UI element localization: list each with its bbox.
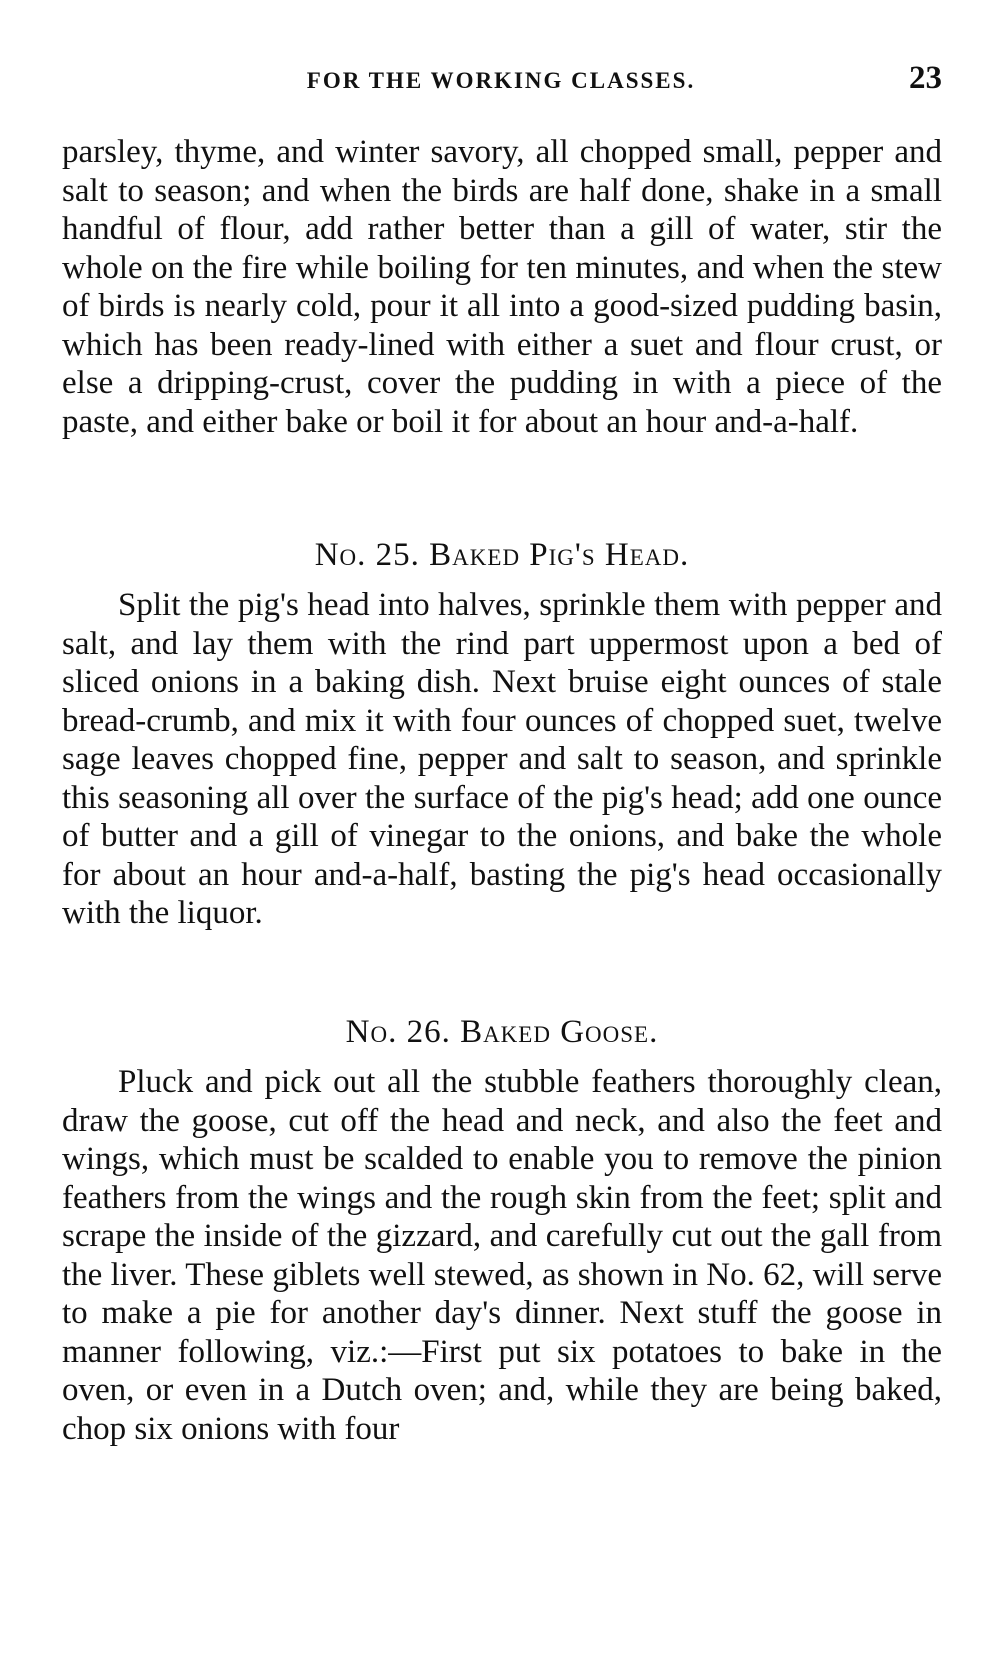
recipe-25-body xyxy=(62,586,942,933)
recipe-26-heading: No. 26. Baked Goose. xyxy=(345,1014,659,1050)
running-head: FOR THE WORKING CLASSES. xyxy=(306,68,696,93)
paragraph-text: Split the pig's head into halves, sprinkle them with pepper and salt, and lay them with the rind part uppermost upon a bed of sliced onions in a baking dish. Next bruise eight ounces of stale bread-crumb, and mix it with four ounces of chopped suet, twelve sage leaves chopped fine, pepper and salt to season, and sprinkle this seasoning all over the surface of the pig's head; add one ounce of butter and a gill of vinegar to the onions, and bake the whole for about an hour and-a-half, basting the pig's head occasionally with the liquor. xyxy=(62,587,942,931)
continued-paragraph xyxy=(62,133,942,441)
recipe-25-heading: No. 25. Baked Pig's Head. xyxy=(314,537,690,573)
paragraph-text: parsley, thyme, and winter savory, all chopped small, pepper and salt to season; and when the birds are half done, shake in a small handful of flour, add rather better than a gill of water, stir the whole on the fire while boiling for ten minutes, and when the stew of birds is nearly cold, pour it all into a good-sized pudding basin, which has been ready-lined with either a suet and flour crust, or else a dripping-crust, cover the pudding in with a piece of the paste, and either bake or boil it for about an hour and-a-half. xyxy=(62,134,942,440)
paragraph-text: Pluck and pick out all the stubble feathers thoroughly clean, draw the goose, cut off the head and neck, and also the feet and wings, which must be scalded to enable you to remove the pinion feathers from the wings and the rough skin from the feet; split and scrape the inside of the gizzard, and carefully cut out the gall from the liver. These giblets well stewed, as shown in No. 62, will serve to make a pie for another day's dinner. Next stuff the goose in manner following, viz.:—First put six potatoes to bake in the oven, or even in a Dutch oven; and, while they are being baked, chop six onions with four xyxy=(62,1064,942,1447)
recipe-26-body xyxy=(62,1063,942,1448)
page-number: 23 xyxy=(909,60,942,96)
page-header xyxy=(60,60,942,100)
